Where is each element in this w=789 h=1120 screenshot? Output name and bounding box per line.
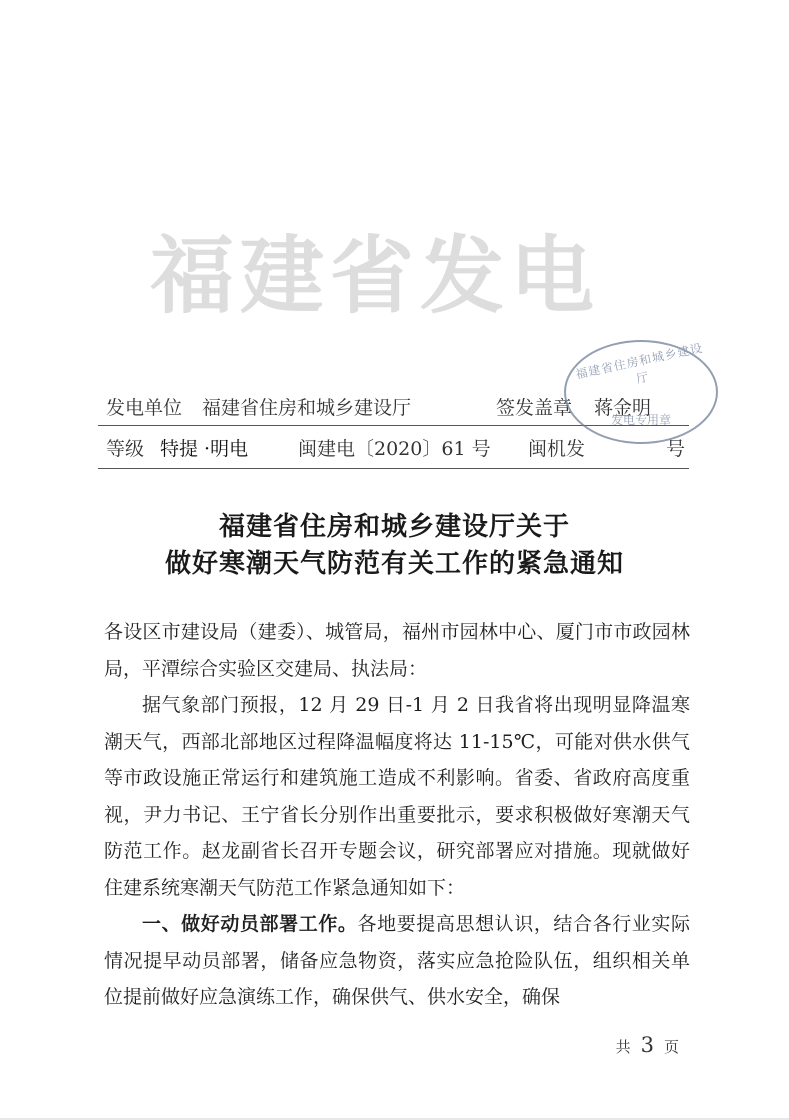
seal-bottom-text: 发电专用章	[610, 413, 671, 427]
document-body	[104, 614, 690, 1016]
section-heading-1: 一、做好动员部署工作。	[142, 913, 358, 935]
signer-value: 蒋金明	[594, 397, 652, 419]
addressees-paragraph: 各设区市建设局（建委）、城管局，福州市园林中心、厦门市市政园林局，平潭综合实验区交建局、执法局：	[104, 621, 690, 680]
signer-label: 签发盖章	[496, 397, 573, 419]
page-count-prefix: 共	[615, 1038, 631, 1056]
page-count-suffix: 页	[663, 1038, 679, 1056]
sender-label: 发电单位	[106, 397, 183, 419]
header-banner: 福建省发电	[150, 226, 601, 325]
document-title-line1: 福建省住房和城乡建设厅关于	[218, 512, 570, 542]
sender-value: 福建省住房和城乡建设厅	[202, 397, 412, 419]
page-count-number: 3	[640, 1033, 654, 1057]
seal-top-text: 福建省住房和城乡建设厅	[574, 340, 705, 387]
header-rule-bottom	[98, 468, 689, 469]
official-seal	[564, 340, 718, 444]
page-count-footer	[616, 1033, 679, 1057]
grade-label: 等级	[106, 438, 145, 460]
dispatch-suffix: 号	[666, 438, 686, 460]
body-paragraph-1: 据气象部门预报，12 月 29 日-1 月 2 日我省将出现明显降温寒潮天气，西部北部地区过程降温幅度将达 11-15℃，可能对供水供气等市政设施正常运行和建筑施工造成不利影响。省委、省政府高度重视，尹力书记、王宁省长分别作出重要批示，要求积极做好寒潮天气防范工作。赵龙副省长召开专题会议，研究部署应对措施。现就做好住建系统寒潮天气防范工作紧急通知如下：	[104, 694, 690, 899]
doc-number: 闽建电〔2020〕61 号	[298, 438, 491, 460]
document-title-line2: 做好寒潮天气防范有关工作的紧急通知	[164, 549, 624, 579]
dispatch-label: 闽机发	[528, 438, 586, 460]
section-text-1: 各地要提高思想认识，结合各行业实际情况提早动员部署，储备应急物资，落实应急抢险队伍，组织相关单位提前做好应急演练工作，确保供气、供水安全，确保	[104, 913, 690, 1008]
body-paragraph-2	[104, 906, 690, 1016]
grade-value: 特提 ·明电	[160, 438, 249, 460]
